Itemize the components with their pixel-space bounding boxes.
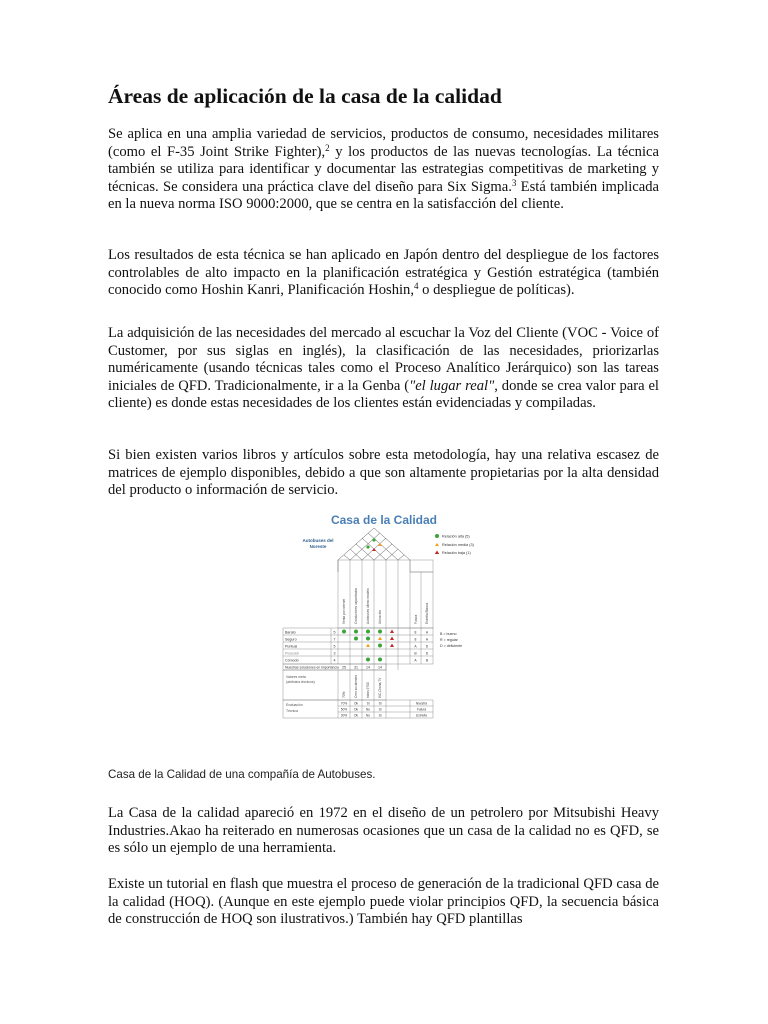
- roof: [338, 528, 433, 572]
- eval-r3-c4: Si: [378, 713, 382, 718]
- relation-mark: [366, 644, 370, 648]
- rating-5b: B: [425, 658, 429, 663]
- paragraph-3-part-b: , donde se crea valor para el cliente) es donde estas necesidades de los clientes están evidenciadas y compiladas.: [108, 377, 659, 412]
- target-value-3: todos 9700: [366, 682, 370, 698]
- relation-mark: [354, 637, 358, 641]
- eval-r3-c2: Ok: [353, 713, 359, 718]
- row-label-barato: Barato: [285, 630, 296, 635]
- eval-r2-c3: No: [365, 707, 371, 712]
- paragraph-2-part-b: o despliegue de políticas).: [418, 282, 575, 299]
- rating-key-1: B = bueno: [440, 632, 457, 636]
- relation-mark: [378, 637, 382, 641]
- relation-mark: [354, 630, 358, 634]
- importance-3: 14: [366, 665, 370, 670]
- paragraph-3: [108, 325, 659, 413]
- rating-4b: D: [425, 651, 429, 656]
- legend-strong: Relación alta (5): [442, 534, 470, 539]
- column-label-6: Estrella Blanca: [425, 602, 429, 624]
- legend-medium: Relación media (3): [442, 543, 474, 547]
- target-label-2: (atributos técnicos): [286, 680, 315, 684]
- column-label-3: Autobuses último modelo: [366, 588, 370, 624]
- eval-r1-c5: Nuestra: [415, 701, 428, 706]
- house-of-quality-diagram: [278, 510, 490, 736]
- importance-label: Nuestras soluciones en importancia: [285, 665, 339, 670]
- row-weight-3: 5: [333, 644, 336, 649]
- column-label-1: Venta por internet: [342, 598, 346, 624]
- paragraph-2: [108, 247, 659, 300]
- rating-key-3: D = deficiente: [440, 644, 463, 648]
- rating-1a: 8: [414, 630, 417, 635]
- legend-weak: Relación baja (1): [442, 551, 471, 555]
- row-weight-5: 4: [333, 658, 336, 663]
- relation-mark: [390, 644, 394, 648]
- relation-mark: [366, 658, 370, 662]
- rating-key-2: R = regular: [440, 638, 458, 642]
- figure-subtitle-1: Autobuses del: [302, 538, 334, 543]
- paragraph-1-part-a: Se aplica en una amplia variedad de servicios, productos de consumo, necesidades militares (como el F-35 Joint Strike Fighter),: [108, 126, 659, 160]
- column-label-2: Conductores capacitados: [354, 588, 358, 624]
- footnote-ref-2[interactable]: 2: [325, 142, 330, 153]
- roof-mark-2: [366, 545, 369, 548]
- column-label-5: Futura: [414, 614, 418, 624]
- row-label-seguro: Seguro: [285, 637, 297, 642]
- relation-mark: [390, 630, 394, 634]
- legend-medium-mark: [435, 543, 439, 546]
- eval-r1-c3: Si: [366, 701, 370, 706]
- eval-label-1: Evaluación: [286, 703, 303, 707]
- column-headers: [338, 560, 433, 628]
- legend-weak-mark: [435, 551, 439, 555]
- paragraph-1: [108, 126, 659, 214]
- eval-r2-c5: Futura: [416, 707, 427, 712]
- eval-r3-c1: 30%: [340, 713, 348, 718]
- relation-mark: [366, 637, 370, 641]
- eval-r1-c1: 70%: [340, 701, 348, 706]
- roof-mark-1: [372, 538, 375, 541]
- row-weight-1: 5: [333, 630, 336, 635]
- row-weight-4: 3: [333, 651, 336, 656]
- eval-r1-c2: Ok: [353, 701, 359, 706]
- rating-2a: 8: [414, 637, 417, 642]
- row-label-comodo: Cómodo: [285, 658, 299, 663]
- target-value-2: Cero accidentes: [354, 674, 358, 698]
- rating-3b: D: [425, 644, 429, 649]
- paragraph-1-part-b: y los productos de las nuevas tecnologías. La técnica también se utiliza para identificar y documentar las estrategias competitivas de marketing y técnicas. Se considera una práctica clave del diseño para Six Sigma.: [108, 143, 659, 195]
- page-title: Áreas de aplicación de la casa de la calidad: [108, 84, 502, 108]
- figure-title: Casa de la Calidad: [330, 513, 438, 527]
- footnote-ref-3[interactable]: 3: [511, 177, 517, 188]
- requirements-grid: [283, 628, 433, 670]
- paragraph-1-part-c: Está también implicada en la nueva norma ISO 9000:2000, que se centra en la satisfacción del cliente.: [108, 178, 660, 213]
- column-label-4: Ubicación: [378, 610, 382, 624]
- eval-r2-c2: Ok: [353, 707, 359, 712]
- target-label-1: Valores meta: [286, 675, 306, 679]
- importance-4: 14: [378, 665, 382, 670]
- row-label-precusion: Precusión: [285, 651, 300, 656]
- rating-2b: A: [425, 637, 429, 642]
- relation-mark: [366, 630, 370, 634]
- eval-r2-c4: Si: [378, 707, 382, 712]
- relation-mark: [378, 658, 382, 662]
- rating-4a: B: [414, 651, 417, 656]
- rating-1b: A: [425, 630, 429, 635]
- eval-r1-c4: Si: [378, 701, 382, 706]
- importance-1: 25: [342, 665, 346, 670]
- paragraph-4: Si bien existen varios libros y artículos sobre esta metodología, hay una relativa escasez de matrices de ejemplo disponibles, debido a que son altamente propietarias por la alta densidad del producto o información de servicio.: [108, 447, 659, 499]
- roof-mark-4: [372, 548, 376, 551]
- relation-marks: [342, 630, 394, 662]
- figure-subtitle-2: Noreste: [309, 544, 327, 549]
- eval-label-2: Técnica: [286, 709, 298, 713]
- legend-strong-dot: [435, 534, 439, 538]
- relation-mark: [390, 637, 394, 641]
- house-of-quality-figure: [278, 510, 490, 736]
- rating-3a: A: [414, 644, 417, 649]
- footnote-ref-4[interactable]: 4: [414, 281, 419, 292]
- row-weight-2: 7: [333, 637, 336, 642]
- relation-mark: [378, 644, 382, 648]
- paragraph-5: La Casa de la calidad apareció en 1972 en el diseño de un petrolero por Mitsubishi Heavy Industries.Akao ha reiterado en numerosas ocasiones que un casa de la calidad no es QFD, se es sólo un ejemplo de una herramienta.: [108, 805, 659, 857]
- importance-2: 31: [354, 665, 358, 670]
- eval-r2-c1: 50%: [340, 707, 348, 712]
- target-value-1: 70%: [342, 691, 346, 698]
- relation-mark: [342, 630, 346, 634]
- paragraph-2-part-a: Los resultados de esta técnica se han aplicado en Japón dentro del despliegue de los factores controlables de alto impacto en la planificación estratégica y Gestión estratégica (también conocido como Hoshin Kanri, Planificación Hoshin,: [108, 247, 659, 299]
- paragraph-6: Existe un tutorial en flash que muestra el proceso de generación de la tradicional QFD casa de la calidad (HOQ). (Aunque en este ejemplo puede violar principios QFD, la secuencia básica de construcción de HOQ son ilustrativos.) También hay QFD plantillas: [108, 876, 659, 928]
- relation-mark: [378, 630, 382, 634]
- eval-r3-c5: Estrella: [416, 713, 427, 718]
- rating-5a: A: [414, 658, 417, 663]
- paragraph-3-part-a: La adquisición de las necesidades del mercado al escuchar la Voz del Cliente (VOC - Voice of Customer, por sus siglas en inglés), la clasificación de las necesidades, priorizarlas numéricamente (usando técnicas tales como el Proceso Analítico Jerárquico) son las tareas iniciales de QFD. Tradicionalmente, ir a la Genba (: [108, 325, 659, 394]
- paragraph-3-italic: "el lugar real": [409, 377, 495, 394]
- target-value-4: WC,Cinma,TV: [378, 677, 382, 698]
- eval-r3-c3: No: [365, 713, 371, 718]
- row-label-puntual: Puntual: [285, 644, 298, 649]
- figure-caption: Casa de la Calidad de una compañía de Autobuses.: [108, 768, 376, 781]
